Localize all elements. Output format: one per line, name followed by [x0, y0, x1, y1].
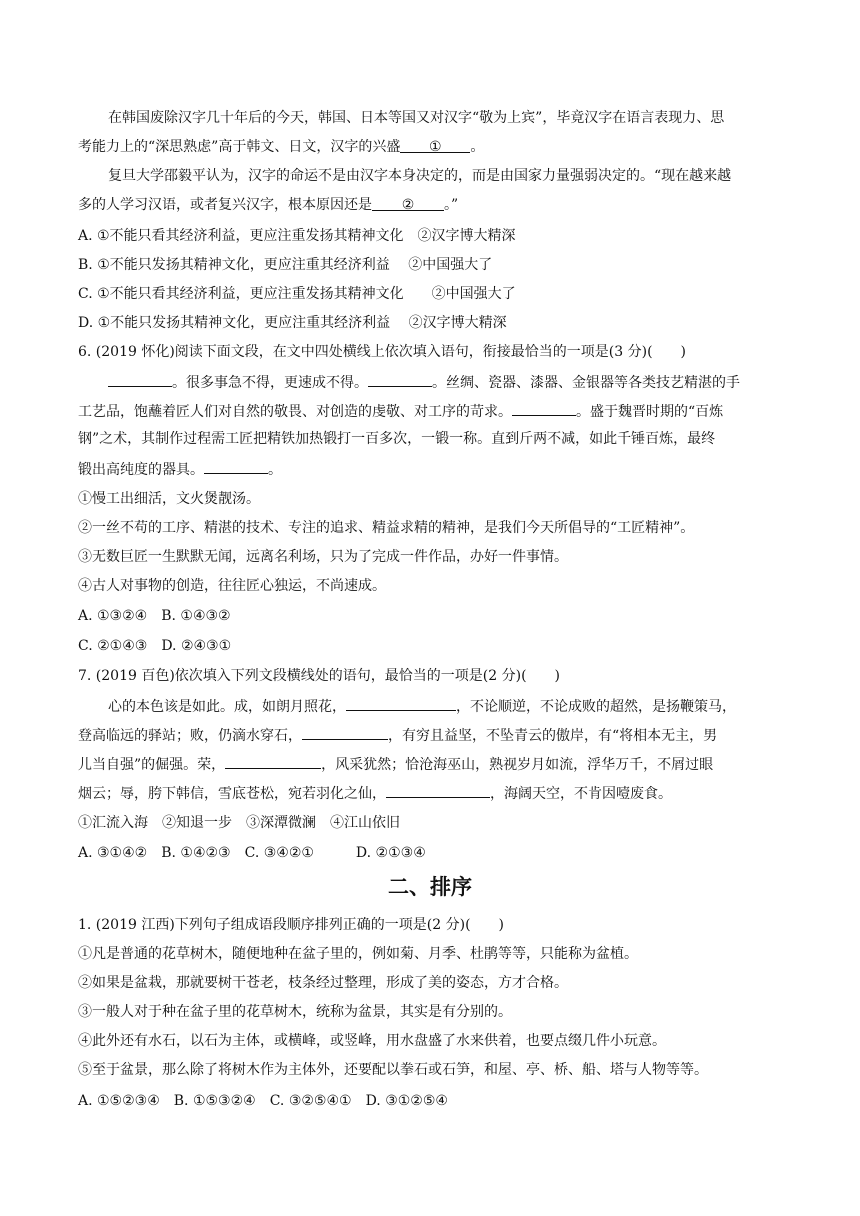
q6-item-4: ④古人对事物的创造，往往匠心独运，不尚速成。	[78, 578, 386, 594]
s1-item-1: ①凡是普通的花草树木，随便地种在盆子里的，例如菊、月季、杜鹃等等，只能称为盆植。	[78, 946, 638, 962]
fill-blank	[368, 371, 432, 387]
q6-options-ab: A. ①③②④ B. ①④③②	[78, 608, 231, 624]
q6-passage-line4: 锻出高纯度的器具。 。	[78, 458, 282, 480]
q7-options: A. ③①④② B. ①④②③ C. ③④②① D. ②①③④	[78, 845, 426, 861]
fill-blank-2: ②	[372, 195, 444, 211]
fill-blank	[346, 695, 456, 711]
q7-passage-line1: 心的本色该是如此。成，如朗月照花， ，不论顺逆，不论成败的超然，是扬鞭策马，	[108, 695, 736, 717]
q6-stem: 6. (2019 怀化)阅读下面文段，在文中四处横线上依次填入语句，衔接最恰当的一项是(3 分)( )	[78, 344, 687, 360]
q5-paragraph2-line2: 多的人学习汉语，或者复兴汉字，根本原因还是 ② 。”	[78, 197, 459, 213]
fill-blank	[386, 782, 490, 798]
q5-paragraph1-line1: 在韩国废除汉字几十年后的今天，韩国、日本等国又对汉字“敬为上宾”，毕竟汉字在语言表现力、思	[108, 110, 725, 126]
q7-items: ①汇流入海 ②知退一步 ③深潭微澜 ④江山依旧	[78, 815, 400, 831]
fill-blank	[512, 400, 576, 416]
fill-blank-1: ①	[400, 137, 470, 153]
section-heading: 二、排序	[388, 875, 472, 899]
q5-paragraph2-line1: 复旦大学邵毅平认为，汉字的命运不是由汉字本身决定的，而是由国家力量强弱决定的。“现在越来越	[108, 168, 732, 184]
q6-item-1: ①慢工出细活，文火煲靓汤。	[78, 491, 260, 507]
fill-blank	[204, 458, 268, 474]
fill-blank	[108, 371, 172, 387]
q6-item-3: ③无数巨匠一生默默无闻，远离名利场，只为了完成一件作品，办好一件事情。	[78, 549, 568, 565]
s1-options: A. ①⑤②③④ B. ①⑤③②④ C. ③②⑤④① D. ③①②⑤④	[78, 1093, 448, 1109]
s1-stem: 1. (2019 江西)下列句子组成语段顺序排列正确的一项是(2 分)( )	[78, 917, 505, 933]
q6-options-cd: C. ②①④③ D. ②④③①	[78, 638, 232, 654]
fill-blank	[225, 753, 321, 769]
s1-item-2: ②如果是盆栽，那就要树干苍老，枝条经过整理，形成了美的姿态，方才合格。	[78, 975, 568, 991]
fill-blank	[302, 724, 388, 740]
q7-passage-line4: 烟云；辱，胯下韩信，雪底苍松，宛若羽化之仙， ，海阔天空，不肯因噎废食。	[78, 782, 672, 804]
s1-item-4: ④此外还有水石，以石为主体，或横峰，或竖峰，用水盘盛了水来供着，也要点缀几件小玩意。	[78, 1033, 666, 1049]
q7-passage-line3: 儿当自强”的倔强。荣， ，风采犹然；恰沧海巫山，熟视岁月如流，浮华万千，不屑过眼	[78, 753, 713, 775]
q6-item-2: ②一丝不苟的工序、精湛的技术、专注的追求、精益求精的精神，是我们今天所倡导的“工匠精神”。	[78, 520, 695, 536]
q5-option-d: D. ①不能只发扬其精神文化，更应注重其经济利益 ②汉字博大精深	[78, 315, 507, 331]
q7-passage-line2: 登高临远的驿站；败，仍滴水穿石， ，有穷且益坚，不坠青云的傲岸，有“将相本无主，男	[78, 724, 717, 746]
q5-option-b: B. ①不能只发扬其精神文化，更应注重其经济利益 ②中国强大了	[78, 257, 493, 273]
q6-passage-line1: 。很多事急不得，更速成不得。 。丝绸、瓷器、漆器、金银器等各类技艺精湛的手	[108, 371, 740, 393]
s1-item-5: ⑤至于盆景，那么除了将树木作为主体外，还要配以拳石或石笋，和屋、亭、桥、船、塔与人物等等。	[78, 1062, 708, 1078]
q7-stem: 7. (2019 百色)依次填入下列文段横线处的语句，最恰当的一项是(2 分)( )	[78, 668, 561, 684]
q5-option-c: C. ①不能只看其经济利益，更应注重发扬其精神文化 ②中国强大了	[78, 286, 516, 302]
q5-option-a: A. ①不能只看其经济利益，更应注重发扬其精神文化 ②汉字博大精深	[78, 228, 516, 244]
q6-passage-line3: 钢”之术，其制作过程需工匠把精铁加热锻打一百多次，一锻一称。直到斤两不减，如此千锤百炼，最终	[78, 431, 716, 447]
q5-paragraph1-line2: 考能力上的“深思熟虑”高于韩文、日文，汉字的兴盛 ① 。	[78, 139, 485, 155]
q6-passage-line2: 工艺品，饱蘸着匠人们对自然的敬畏、对创造的虔敬、对工序的苛求。 。盛于魏晋时期的“百炼	[78, 400, 723, 422]
s1-item-3: ③一般人对于种在盆子里的花草树木，统称为盆景，其实是有分别的。	[78, 1004, 512, 1020]
